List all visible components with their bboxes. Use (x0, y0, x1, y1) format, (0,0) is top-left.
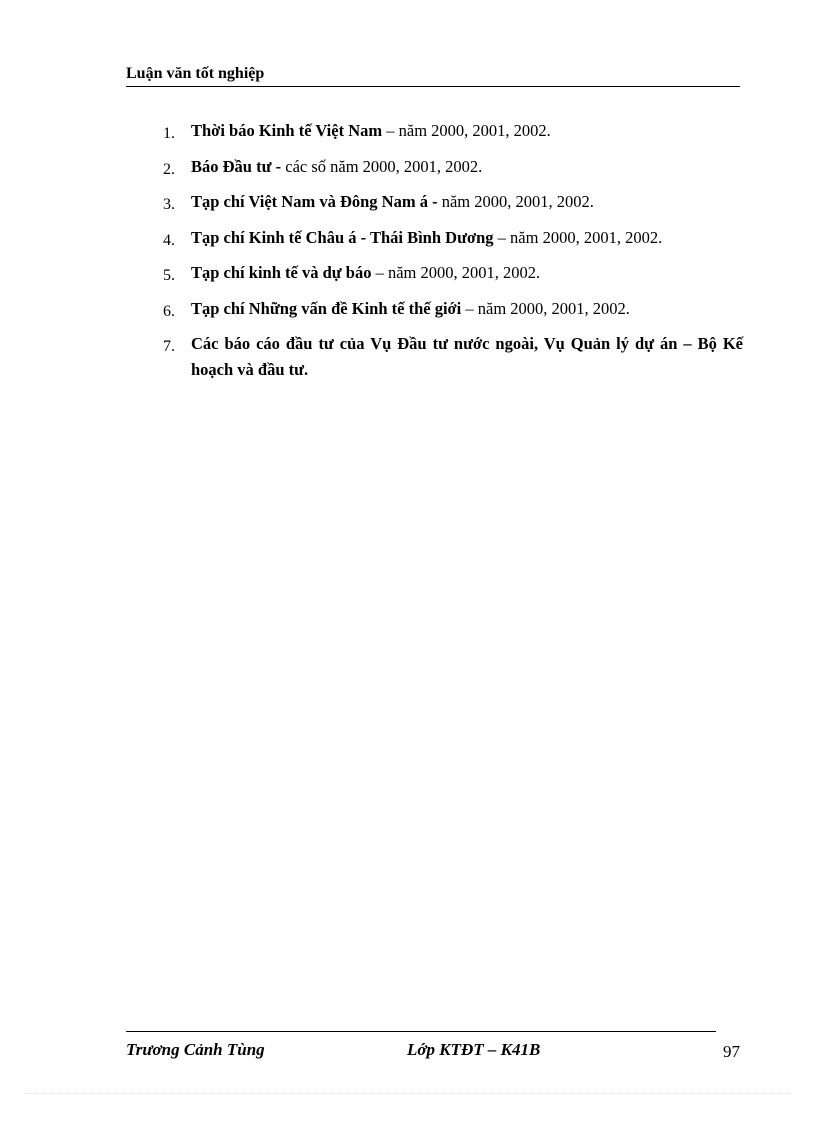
header-title: Luận văn tốt nghiệp (126, 65, 265, 82)
publication-years: năm 2000, 2001, 2002. (441, 192, 594, 211)
list-item (163, 331, 743, 383)
publication-title: Tạp chí kinh tế và dự báo (191, 263, 372, 282)
list-item-text (191, 331, 743, 383)
page-number: 97 (723, 1042, 740, 1061)
list-item-number: 7. (163, 338, 175, 355)
list-item (163, 118, 743, 147)
publication-title: Thời báo Kinh tế Việt Nam (191, 121, 383, 140)
publication-years: – năm 2000, 2001, 2002. (382, 121, 551, 140)
publication-years: – năm 2000, 2001, 2002. (371, 263, 541, 282)
list-item-number: 4. (163, 231, 175, 249)
list-item-number: 1. (163, 125, 175, 142)
list-item-number: 3. (163, 196, 175, 213)
publication-title: Báo Đầu tư - (191, 156, 286, 176)
footer-author: Trương Cảnh Tùng (126, 1040, 265, 1059)
list-item (163, 296, 743, 325)
publication-years: – năm 2000, 2001, 2002. (461, 298, 630, 318)
list-item-text (191, 118, 743, 147)
publication-years: các số năm 2000, 2001, 2002. (285, 156, 483, 176)
list-item-text (191, 296, 743, 325)
page-header (126, 64, 740, 87)
list-item-number: 6. (163, 302, 175, 320)
page-footer (126, 1038, 740, 1062)
page-bottom-divider (24, 1093, 792, 1094)
list-item (163, 154, 743, 183)
publication-title: Tạp chí Việt Nam và Đông Nam á - (191, 192, 442, 211)
footer-class: Lớp KTĐT – K41B (407, 1040, 541, 1059)
publication-title: Tạp chí Kinh tế Châu á - Thái Bình Dương (191, 227, 494, 247)
list-item-text (191, 189, 743, 218)
list-item (163, 189, 743, 218)
list-item-number: 5. (163, 267, 175, 284)
list-item (163, 225, 743, 254)
publication-title: Các báo cáo đầu tư của Vụ Đầu tư nước ngoài, Vụ Quản lý dự án – Bộ Kế hoạch và đầu tư. (191, 334, 743, 379)
reference-list (163, 118, 743, 390)
list-item (163, 260, 743, 289)
list-item-text (191, 225, 743, 254)
publication-years: – năm 2000, 2001, 2002. (493, 227, 663, 247)
publication-title: Tạp chí Những vấn đề Kinh tế thế giới (191, 298, 462, 318)
footer-divider (126, 1031, 716, 1032)
list-item-text (191, 260, 743, 289)
list-item-number: 2. (163, 160, 175, 178)
list-item-text (191, 154, 743, 183)
